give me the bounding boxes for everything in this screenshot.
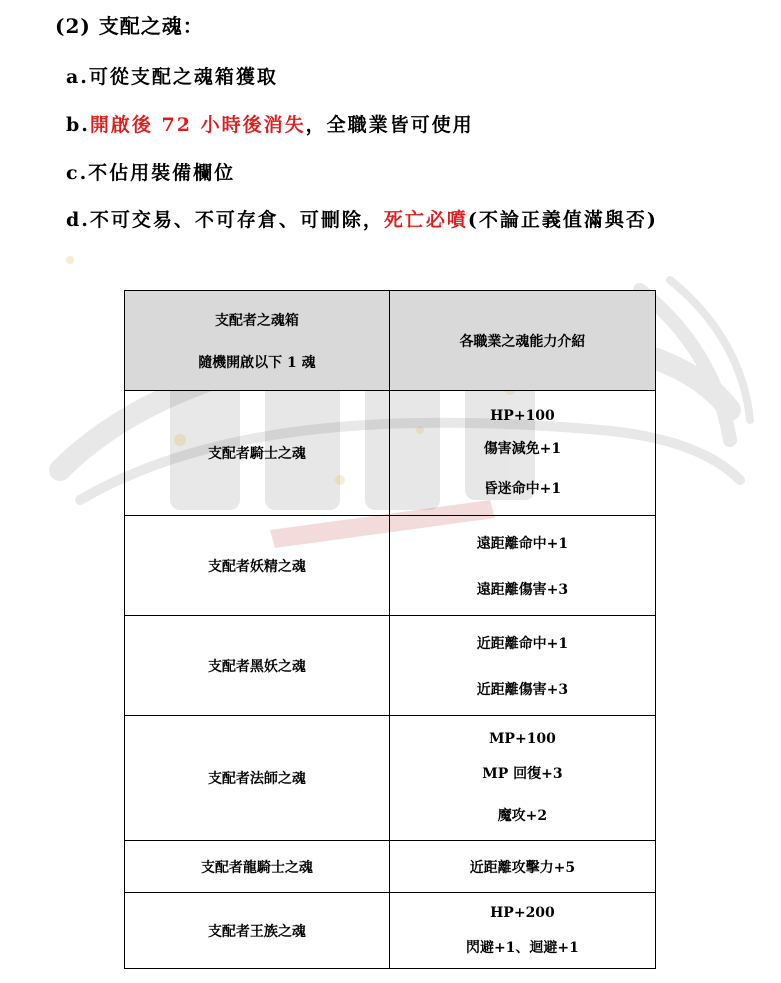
table-row <box>125 391 656 516</box>
table-header-row <box>125 291 656 391</box>
item-b-emphasis: 開啟後 72 小時後消失 <box>89 114 306 136</box>
soul-effect: 魔攻+2 <box>497 808 548 824</box>
soul-effect: 昏迷命中+1 <box>483 481 562 497</box>
header-soul-box-title: 支配者之魂箱 <box>214 312 299 329</box>
item-d-emphasis: 死亡必噴 <box>383 209 468 231</box>
soul-effects <box>389 841 655 893</box>
soul-effects <box>389 391 655 516</box>
header-soul-box <box>125 291 390 391</box>
table-row <box>125 893 656 969</box>
soul-name: 支配者王族之魂 <box>125 893 390 969</box>
item-b-rest: ，全職業皆可使用 <box>305 114 474 136</box>
soul-effect: 閃避+1、迴避+1 <box>465 939 579 956</box>
table-row <box>125 516 656 616</box>
soul-table <box>124 290 656 969</box>
soul-effect: 近距離傷害+3 <box>476 681 569 698</box>
item-b-prefix: b. <box>66 114 90 136</box>
soul-effect: HP+100 <box>490 408 555 424</box>
item-d-prefix: d.不可交易、不可存倉、可刪除， <box>66 209 384 231</box>
item-a: a.可從支配之魂箱獲取 <box>66 66 278 88</box>
soul-effect: MP+100 <box>488 731 556 747</box>
table-row <box>125 841 656 893</box>
header-soul-box-note: 隨機開啟以下 1 魂 <box>198 354 316 371</box>
soul-effect: 遠距離傷害+3 <box>476 581 569 598</box>
table-row <box>125 616 656 716</box>
item-d <box>66 205 658 232</box>
soul-effects <box>389 716 655 841</box>
table-row <box>125 716 656 841</box>
section-heading: (2) 支配之魂： <box>55 14 204 38</box>
soul-name: 支配者龍騎士之魂 <box>125 841 390 893</box>
soul-effect: 遠距離命中+1 <box>476 535 569 552</box>
header-ability: 各職業之魂能力介紹 <box>389 291 655 391</box>
item-d-rest: (不論正義值滿與否) <box>467 209 658 231</box>
item-b <box>66 110 474 137</box>
soul-name: 支配者騎士之魂 <box>125 391 390 516</box>
soul-effect: 近距離攻擊力+5 <box>469 859 576 876</box>
soul-effects <box>389 616 655 716</box>
soul-effects <box>389 893 655 969</box>
soul-name: 支配者妖精之魂 <box>125 516 390 616</box>
soul-name: 支配者黑妖之魂 <box>125 616 390 716</box>
soul-effects <box>389 516 655 616</box>
soul-effect: 近距離命中+1 <box>476 635 569 652</box>
item-c: c.不佔用裝備欄位 <box>66 162 236 184</box>
soul-effect: HP+200 <box>490 904 555 921</box>
soul-name: 支配者法師之魂 <box>125 716 390 841</box>
soul-effect: MP 回復+3 <box>482 766 563 782</box>
soul-effect: 傷害減免+1 <box>483 441 562 457</box>
